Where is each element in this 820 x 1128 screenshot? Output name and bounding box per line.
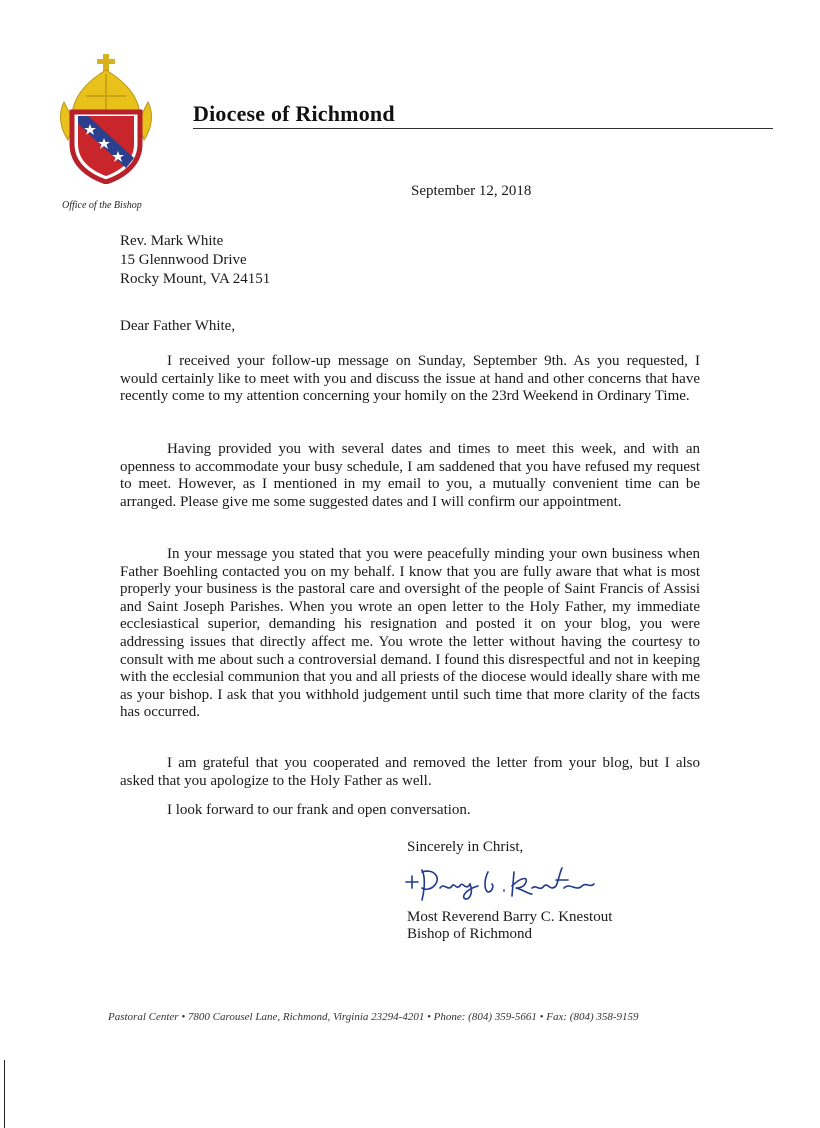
recipient-address: [120, 232, 270, 289]
signer-name: Most Reverend Barry C. Knestout: [407, 909, 613, 925]
handwritten-signature-icon: [400, 858, 600, 906]
body-paragraph: [120, 755, 700, 790]
footer-address: Pastoral Center • 7800 Carousel Lane, Richmond, Virginia 23294-4201 • Phone: (804) 359-5661 • Fax: (804) 358-9159: [108, 1011, 639, 1023]
diocesan-crest-icon: [56, 52, 156, 184]
paragraph-text: In your message you stated that you were peacefully minding your own business when Father Boehling contacted you on my behalf. I know that you are fully aware that what is most properly your business is the pastoral care and oversight of the people of Saint Francis of Assisi and Saint Joseph Parishes. When you wrote an open letter to the Holy Father, my immediate ecclesiastical superior, demanding his resignation and posted it on your blog, you were addressing issues that directly affect me. You wrote the letter without having the courtesy to consult with me about such a controversial demand. I found this disrespectful and not in keeping with the ecclesial communion that you and all priests of the diocese would ideally share with me as your bishop. I ask that you withhold judgement until such time that more clarity of the facts has occurred.: [120, 546, 700, 721]
signer-block: [407, 909, 612, 943]
body-paragraph: [120, 353, 700, 406]
recipient-line: Rocky Mount, VA 24151: [120, 271, 271, 287]
paragraph-text: I received your follow-up message on Sunday, September 9th. As you requested, I would certainly like to meet with you and discuss the issue at hand and other concerns that have recently come to my attention concerning your homily on the 23rd Weekend in Ordinary Time.: [120, 353, 700, 405]
scan-edge-line: [4, 1060, 5, 1128]
recipient-line: 15 Glennwood Drive: [120, 252, 247, 268]
recipient-line: Rev. Mark White: [120, 233, 224, 249]
body-paragraph: [120, 546, 700, 722]
closing: Sincerely in Christ,: [407, 839, 524, 855]
paragraph-text: I am grateful that you cooperated and removed the letter from your blog, but I also asked that you apologize to the Holy Father as well.: [120, 755, 700, 789]
letterhead-rule: [193, 128, 773, 129]
salutation: Dear Father White,: [120, 318, 236, 334]
paragraph-text: Having provided you with several dates and times to meet this week, and with an openness to accommodate your busy schedule, I am saddened that you have refused my request to meet. However, as I mentioned in my email to you, a mutually convenient time can be arranged. Please give me some suggested dates and I will confirm our appointment.: [120, 441, 700, 510]
body-paragraph: [120, 441, 700, 511]
letter-date: September 12, 2018: [411, 183, 532, 199]
body-paragraph: [120, 802, 700, 820]
office-caption: Office of the Bishop: [62, 200, 142, 211]
organization-name: Diocese of Richmond: [193, 101, 395, 126]
signer-title: Bishop of Richmond: [407, 926, 533, 942]
paragraph-text: I look forward to our frank and open conversation.: [167, 802, 471, 818]
